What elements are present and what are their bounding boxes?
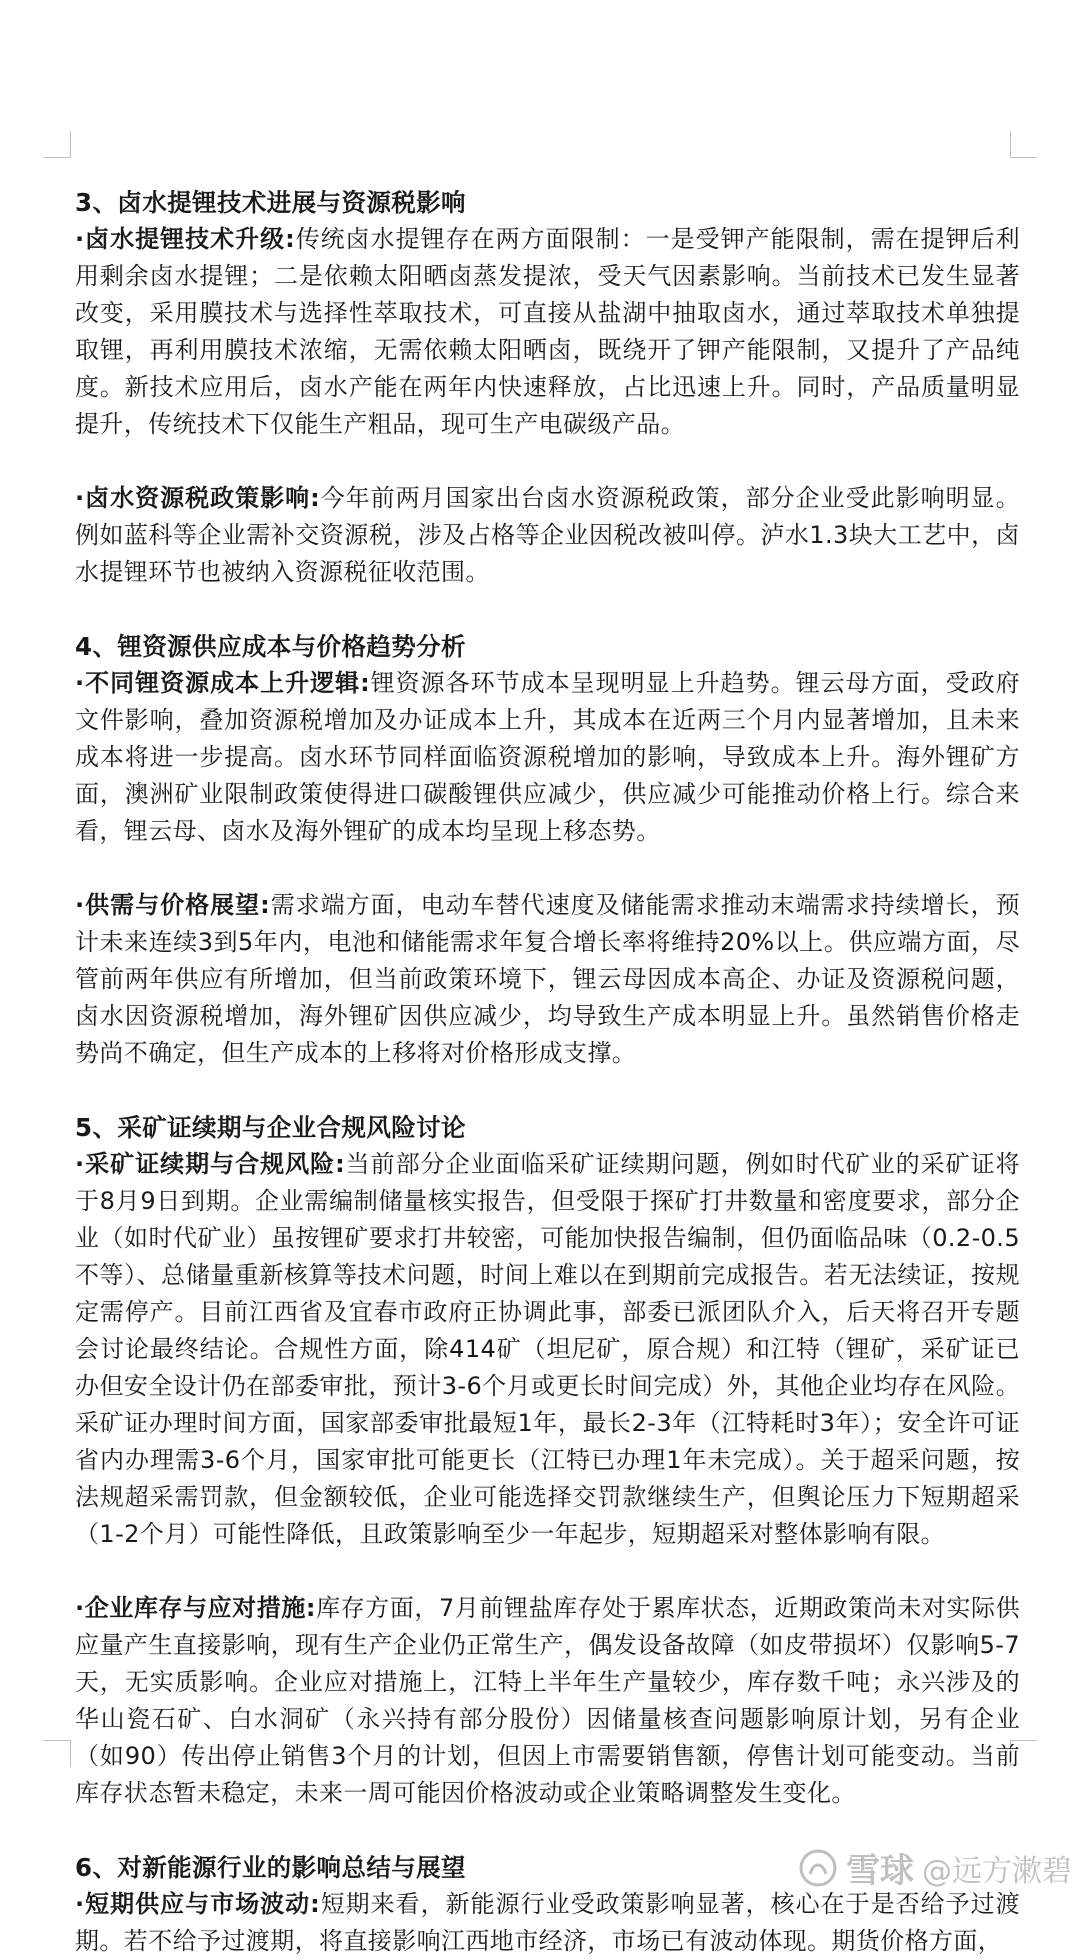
paragraph-lead: ·采矿证续期与合规风险:	[75, 1150, 346, 1178]
paragraph-lead: ·企业库存与应对措施:	[75, 1594, 316, 1622]
paragraph	[75, 221, 1020, 443]
paragraph	[75, 1590, 1020, 1812]
paragraph-lead: ·不同锂资源成本上升逻辑:	[75, 669, 371, 697]
crop-mark-top-right	[1010, 131, 1037, 158]
paragraph-text: 短期来看，新能源行业受政策影响显著，核心在于是否给予过渡期。若不给予过渡期，将直接影响江西地市经济，市场已有波动体现。期货价格方面，	[75, 1890, 1020, 1955]
paragraph	[75, 1146, 1020, 1553]
snowball-logo-icon	[798, 1848, 838, 1888]
paragraph	[75, 887, 1020, 1072]
paragraph-text: 传统卤水提锂存在两方面限制：一是受钾产能限制，需在提钾后利用剩余卤水提锂；二是依赖太阳晒卤蒸发提浓，受天气因素影响。当前技术已发生显著改变，采用膜技术与选择性萃取技术，可直接从盐湖中抽取卤水，通过萃取技术单独提取锂，再利用膜技术浓缩，无需依赖太阳晒卤，既绕开了钾产能限制，又提升了产品纯度。新技术应用后，卤水产能在两年内快速释放，占比迅速上升。同时，产品质量明显提升，传统技术下仅能生产粗品，现可生产电碳级产品。	[75, 225, 1020, 438]
section-title: 6、对新能源行业的影响总结与展望	[75, 1853, 466, 1882]
paragraph-lead: ·短期供应与市场波动:	[75, 1890, 321, 1918]
paragraph	[75, 1886, 1020, 1960]
section-title: 5、采矿证续期与企业合规风险讨论	[75, 1113, 466, 1142]
section-title: 4、锂资源供应成本与价格趋势分析	[75, 632, 466, 661]
crop-mark-top-left	[44, 131, 71, 158]
paragraph-text: 当前部分企业面临采矿证续期问题，例如时代矿业的采矿证将于8月9日到期。企业需编制储量核实报告，但受限于探矿打井数量和密度要求，部分企业（如时代矿业）虽按锂矿要求打井较密，可能加快报告编制，但仍面临品味（0.2-0.5不等）、总储量重新核算等技术问题，时间上难以在到期前完成报告。若无法续证，按规定需停产。目前江西省及宜春市政府正协调此事，部委已派团队介入，后天将召开专题会讨论最终结论。合规性方面，除414矿（坦尼矿，原合规）和江特（锂矿，采矿证已办但安全设计仍在部委审批，预计3-6个月或更长时间完成）外，其他企业均存在风险。采矿证办理时间方面，国家部委审批最短1年，最长2-3年（江特耗时3年）；安全许可证省内办理需3-6个月，国家审批可能更长（江特已办理1年未完成）。关于超采问题，按法规超采需罚款，但金额较低，企业可能选择交罚款继续生产，但舆论压力下短期超采（1-2个月）可能性降低，且政策影响至少一年起步，短期超采对整体影响有限。	[75, 1150, 1020, 1548]
paragraph-text: 锂资源各环节成本呈现明显上升趋势。锂云母方面，受政府文件影响，叠加资源税增加及办证成本上升，其成本在近两三个月内显著增加，且未来成本将进一步提高。卤水环节同样面临资源税增加的影响，导致成本上升。海外锂矿方面，澳洲矿业限制政策使得进口碳酸锂供应减少，供应减少可能推动价格上行。综合来看，锂云母、卤水及海外锂矿的成本均呈现上移态势。	[75, 669, 1020, 845]
watermark-brand: 雪球	[846, 1851, 914, 1891]
section-3	[75, 184, 1020, 591]
section-title: 3、卤水提锂技术进展与资源税影响	[75, 188, 466, 217]
paragraph-text: 需求端方面，电动车替代速度及储能需求推动末端需求持续增长，预计未来连续3到5年内，电池和储能需求年复合增长率将维持20%以上。供应端方面，尽管前两年供应有所增加，但当前政策环境下，锂云母因成本高企、办证及资源税问题，卤水因资源税增加，海外锂矿因供应减少，均导致生产成本明显上升。虽然销售价格走势尚不确定，但生产成本的上移将对价格形成支撑。	[75, 891, 1020, 1067]
section-5	[75, 1109, 1020, 1812]
watermark-handle: @远方漱碧	[922, 1853, 1072, 1889]
paragraph	[75, 480, 1020, 591]
paragraph-lead: ·供需与价格展望:	[75, 891, 271, 919]
paragraph-text: 库存方面，7月前锂盐库存处于累库状态，近期政策尚未对实际供应量产生直接影响，现有生产企业仍正常生产，偶发设备故障（如皮带损坏）仅影响5-7天，无实质影响。企业应对措施上，江特上半年生产量较少，库存数千吨；永兴涉及的华山瓷石矿、白水洞矿（永兴持有部分股份）因储量核查问题影响原计划，另有企业（如90）传出停止销售3个月的计划，但因上市需要销售额，停售计划可能变动。当前库存状态暂未稳定，未来一周可能因价格波动或企业策略调整发生变化。	[75, 1594, 1020, 1807]
paragraph	[75, 665, 1020, 850]
crop-mark-bottom-left	[44, 1740, 71, 1767]
section-4	[75, 628, 1020, 1072]
paragraph-text: 今年前两月国家出台卤水资源税政策，部分企业受此影响明显。例如蓝科等企业需补交资源税，涉及占格等企业因税改被叫停。泸水1.3块大工艺中，卤水提锂环节也被纳入资源税征收范围。	[75, 484, 1020, 586]
document-body	[75, 184, 1020, 1960]
paragraph-lead: ·卤水提锂技术升级:	[75, 225, 296, 253]
paragraph-lead: ·卤水资源税政策影响:	[75, 484, 321, 512]
watermark	[798, 1843, 1072, 1892]
